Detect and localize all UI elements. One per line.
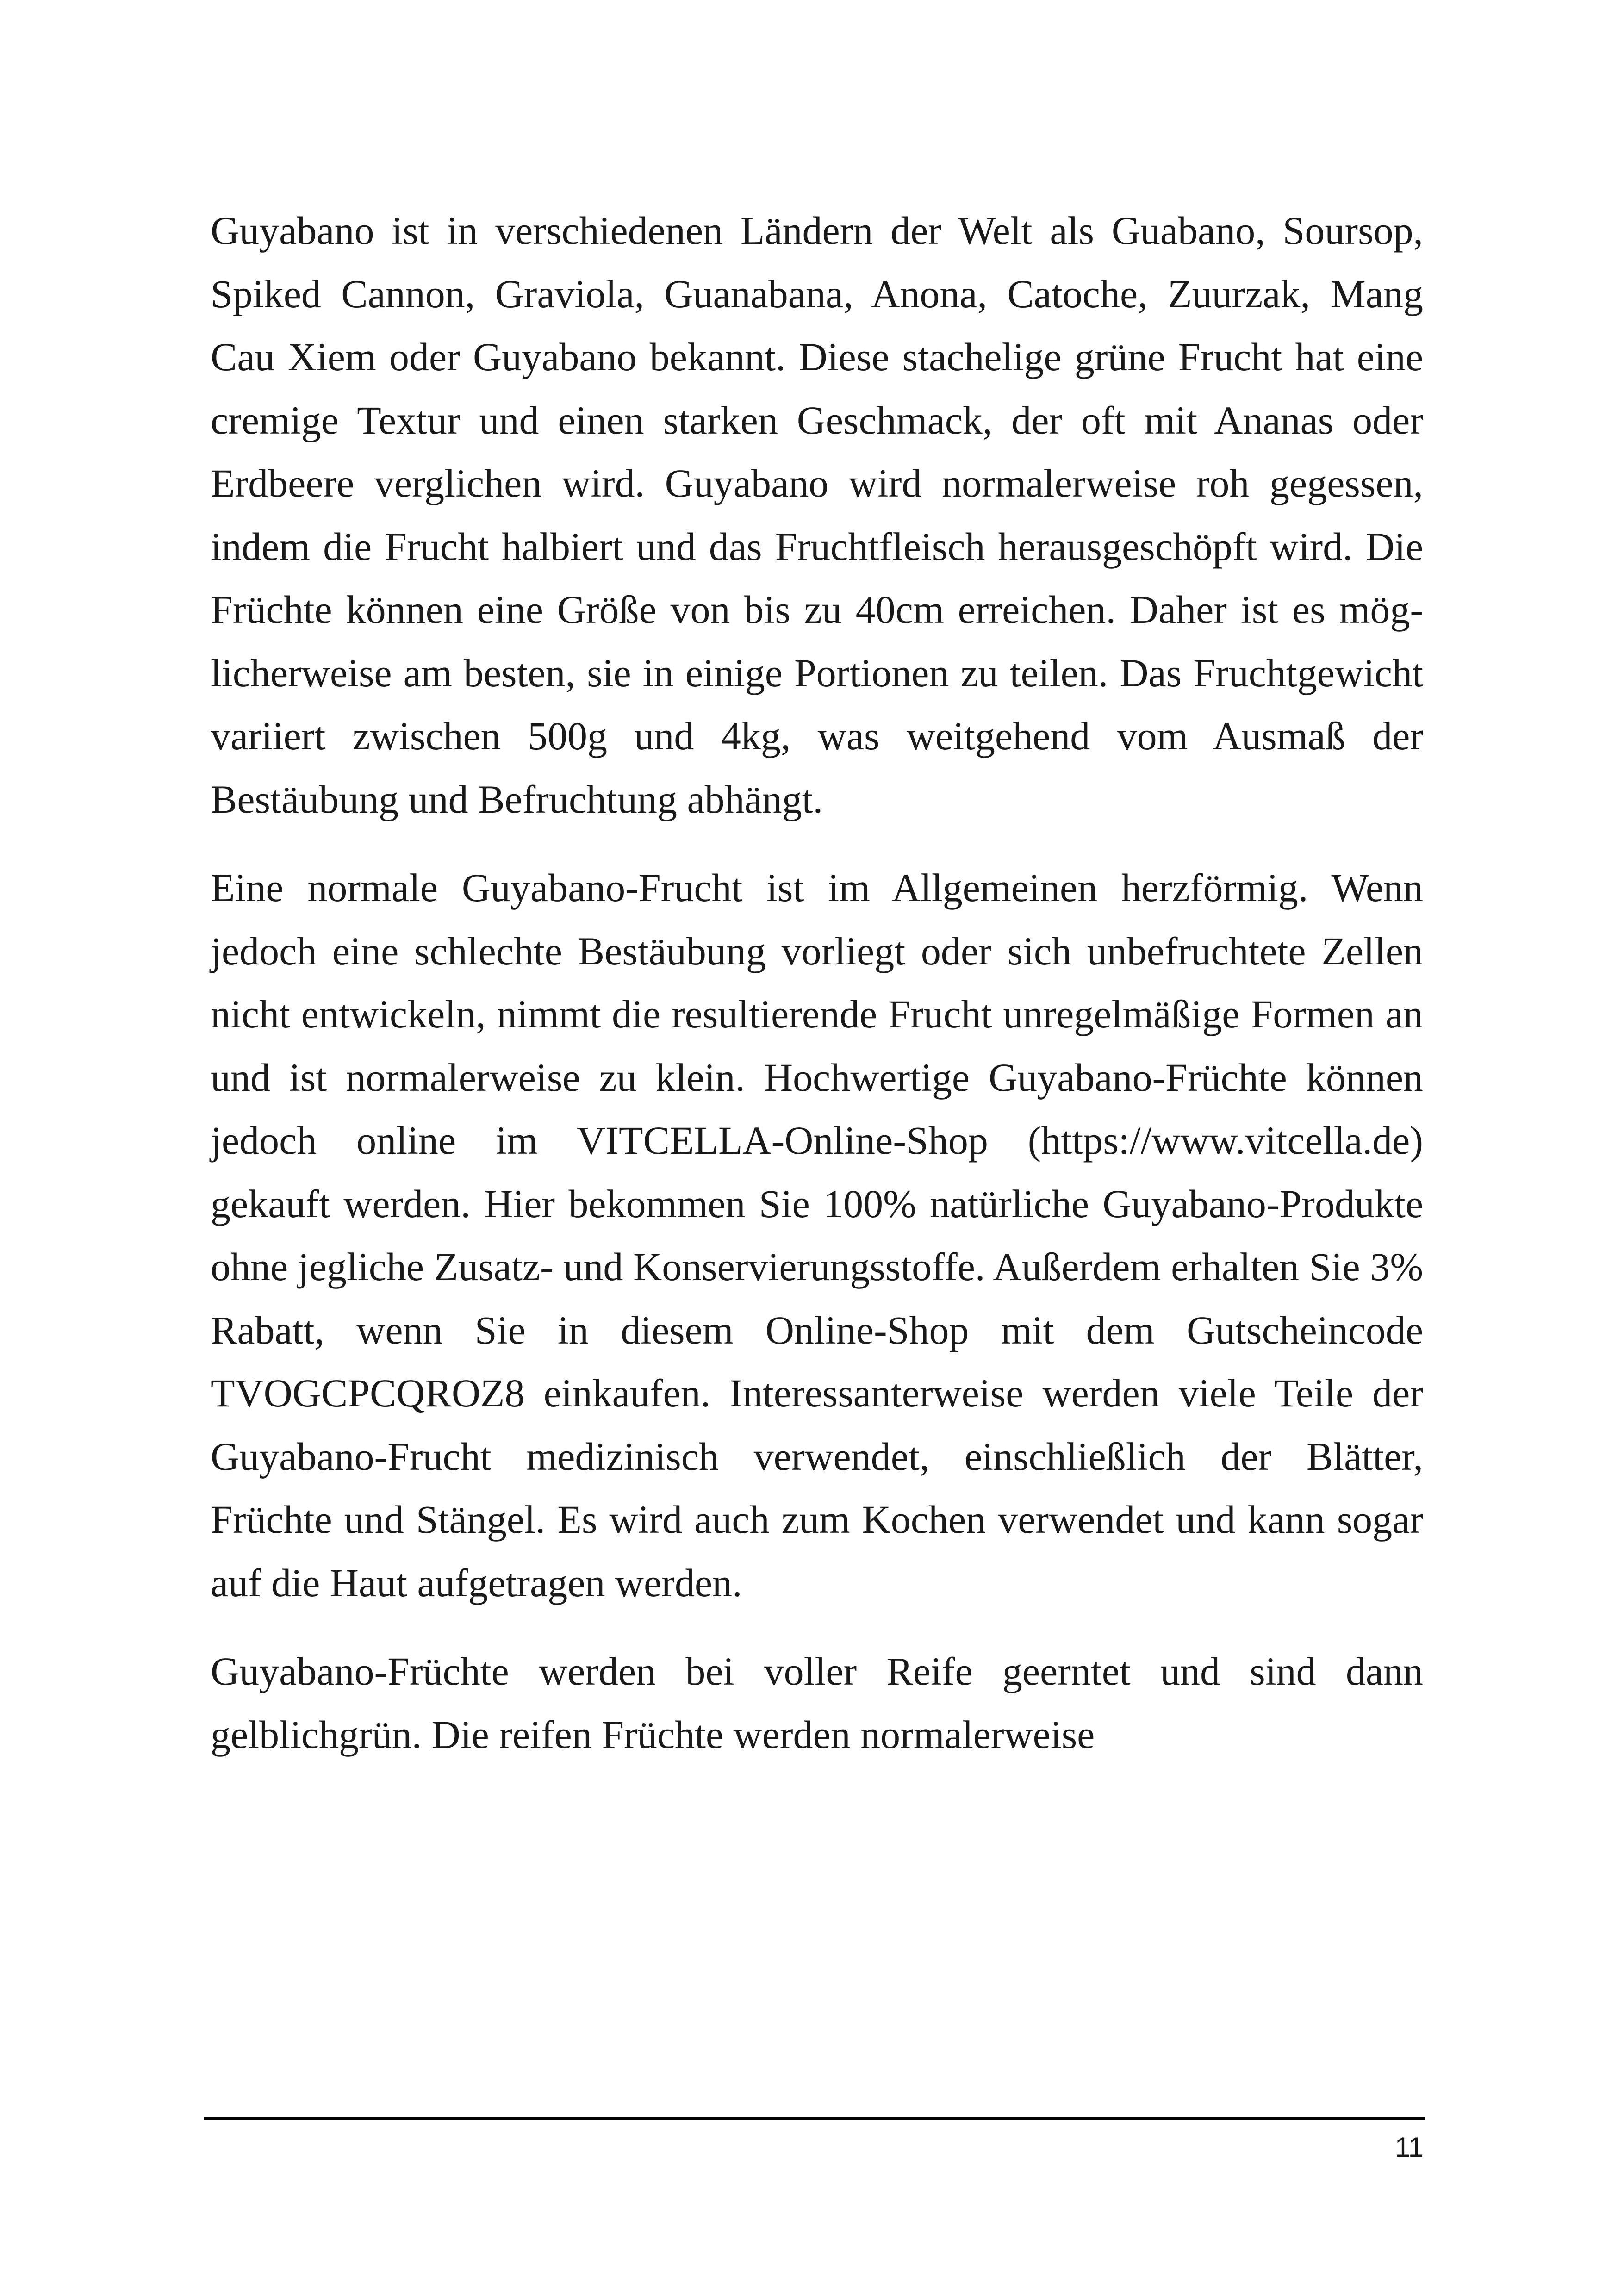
body-text <box>211 199 1423 1792</box>
paragraph-2: Eine normale Guyabano-Frucht ist im Allgemeinen herzförmig. Wenn jedoch eine schlechte Bestäubung vorliegt oder sich unbefruchtete Zellen nicht entwickeln, nimmt die resultierende Frucht unregelmäßige Formen an und ist normalerweise zu klein. Hochwertige Guyabano-Früchte können jedoch online im VITCELLA-Online-Shop (https://www.vitcella.de) gekauft werden. Hier bekommen Sie 100% natürliche Guyabano-Produkte ohne jegliche Zusatz- und Konservierungsstoffe. Außerdem erhalten Sie 3% Rabatt, wenn Sie in diesem Online-Shop mit dem Gutscheincode TVOGCPCQROZ8 einkaufen. Interessanterweise werden viele Teile der Guyabano-Frucht medizinisch verwendet, einschließlich der Blätter, Früchte und Stängel. Es wird auch zum Kochen verwendet und kann sogar auf die Haut aufgetragen werden. <box>211 865 1423 1605</box>
footer-divider <box>204 2117 1425 2120</box>
paragraph-3: Guyabano-Früchte werden bei voller Reife geerntet und sind dann gelblichgrün. Die reifen Früchte werden normalerweise <box>211 1649 1423 1757</box>
paragraph-1: Guyabano ist in verschiedenen Ländern der Welt als Guabano, Soursop, Spiked Cannon, Graviola, Guanabana, Anona, Catoche, Zuurzak, Mang Cau Xiem oder Guyabano bekannt. Diese stachelige grüne Frucht hat eine cremige Textur und einen starken Geschmack, der oft mit Ananas oder Erdbeere verglichen wird. Guyabano wird normalerweise roh gegessen, indem die Frucht halbiert und das Fruchtfleisch herausgeschöpft wird. Die Früchte können eine Größe von bis zu 40cm erreichen. Daher ist es möglicherweise am besten, sie in einige Portionen zu teilen. Das Fruchtgewicht variiert zwischen 500g und 4kg, was weitgehend vom Ausmaß der Bestäubung und Befruchtung abhängt. <box>211 208 1423 821</box>
page-number: 11 <box>1394 2132 1424 2163</box>
